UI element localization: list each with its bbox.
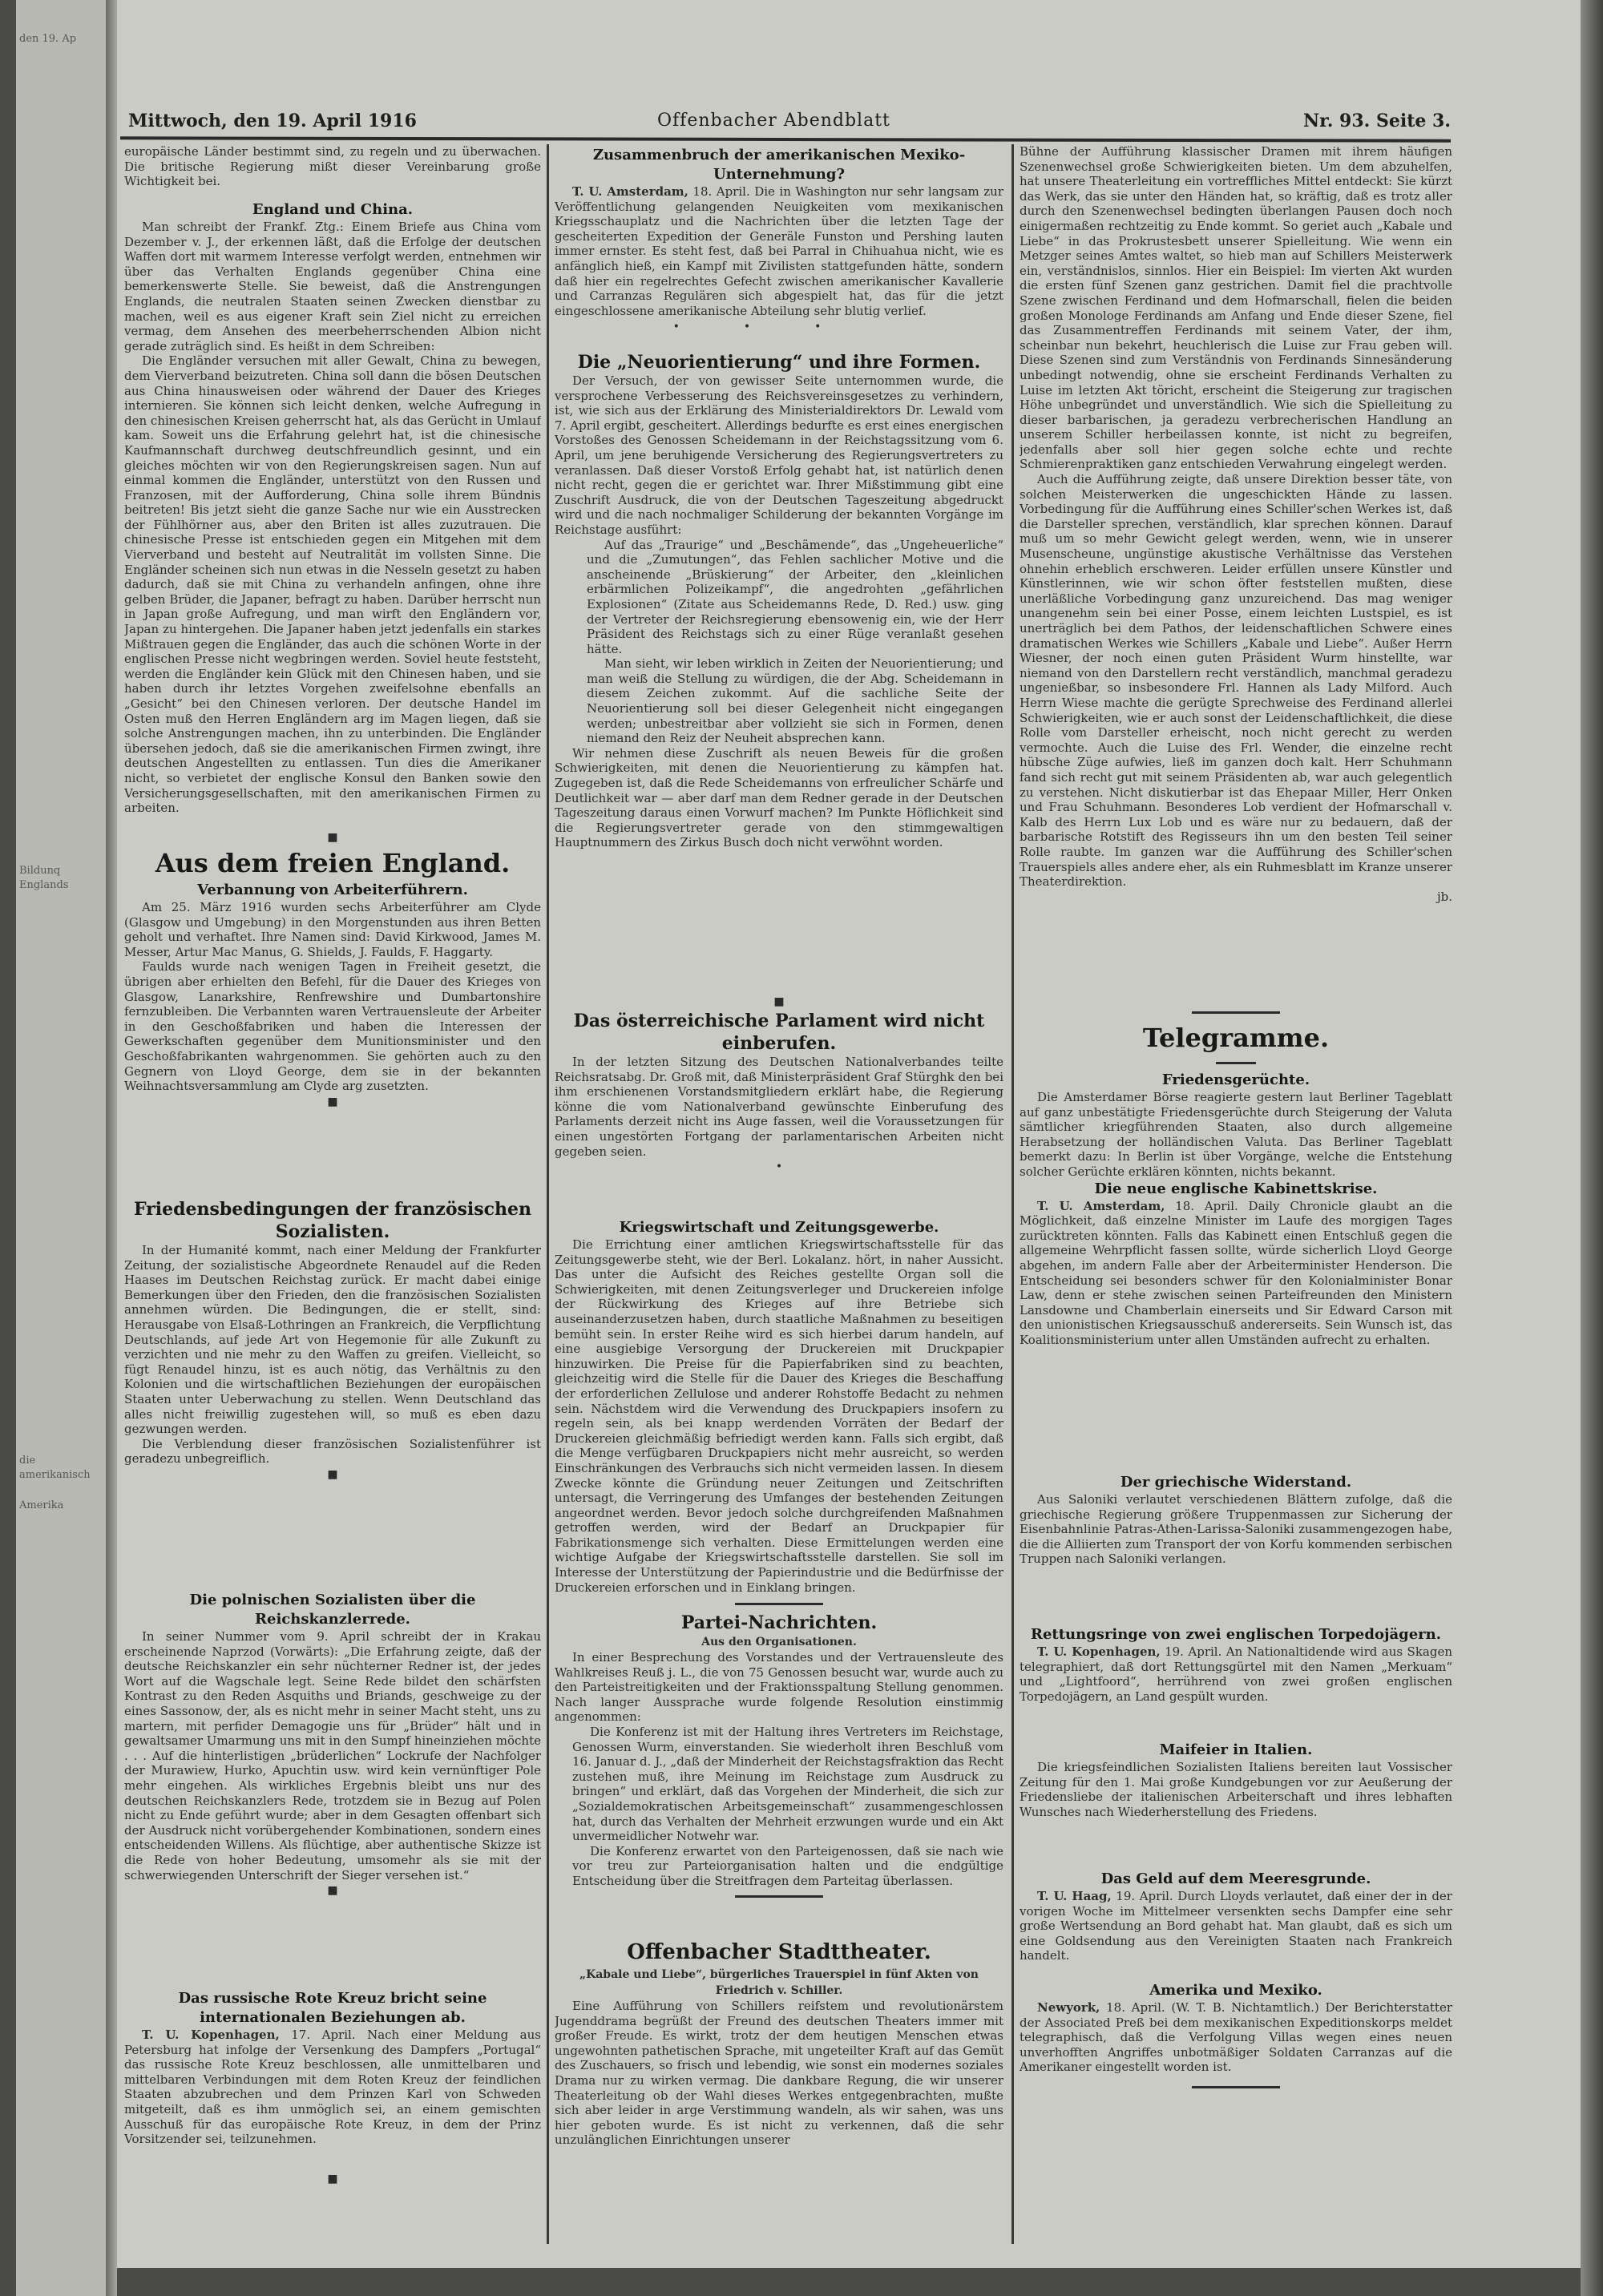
separator-dot: ■: [773, 995, 785, 1008]
article-headline: Rettungsringe von zwei englischen Torpedojägern.: [1030, 1626, 1442, 1643]
article-text: Man schreibt der Frankf. Ztg.: Einem Briefe aus China vom Dezember v. J., der erkennen läßt, daß die Erfolge der deutschen Waffen dort mit warmem Interesse verfolgt werden, entnehmen wir über das Verhalten Englands gegenüber China eine bemerkenswerte Stelle. Sie beweist, daß die Anstrengungen Englands, die neutralen Staaten seinen Zwecken dienstbar zu machen, weil es aus eigener Kraft sein Ziel nicht zu erreichen vermag, dem Ansehen des meerbeherrschenden Albion nicht gerade zuträglich sind. Es heißt in dem Schreiben:: [124, 220, 541, 353]
article-text: Am 25. März 1916 wurden sechs Arbeiterführer am Clyde (Glasgow und Umgebung) in den Morgenstunden aus ihren Betten geholt und verhaftet. Ihre Namen sind: David Kirkwood, James M. Messer, Artur Mac Manus, G. Shields, J. Faulds, F. Haggarty.: [124, 900, 541, 959]
article-text: Auch die Aufführung zeigte, daß unsere Direktion besser täte, von solchen Meisterwerken die ungeschickten Hände zu lassen. Vorbedingung für die Aufführung eines Schiller'schen Werkes ist, daß die Darsteller sprechen, verständlich, klar sprechen können. Darauf muß um so mehr Gewicht gelegt werden, wenn, wie in unserer Musenscheune, ungünstige akustische Verhältnisse das Verstehen ohnehin erheblich erschweren. Leider erfüllen unsere Künstler und Künstlerinnen, wie wir schon öfter feststellen mußten, diese unerläßliche Vorbedingung ganz unzureichend. Das mag weniger unangenehm sein bei einer Posse, einem leichten Lustspiel, es ist unerträglich bei dem Pathos, der leidenschaftlichen Schwere eines dramatischen Werkes wie Schillers „Kabale und Liebe“. Außer Herrn Wiesner, der noch einen guten Präsident Wurm hinstellte, war niemand von den Darstellern recht verständlich, manchmal geradezu ungenießbar, so insbesondere Frl. Hannen als Lady Milford. Auch Herrn Wiese machte die gerügte Sprechweise des Ferdinand allerlei Schwierigkeiten, wie er auch sonst der Leidenschaftlichkeit, die diese Rolle vom Darsteller erheischt, noch nicht gerecht zu werden vermochte. Auch die Luise des Frl. Wender, die einzelne recht hübsche Züge aufwies, ließ im ganzen doch kalt. Herr Schuhmann fand sich recht gut mit seinem Präsidenten ab, war auch gelegentlich zu verstehen. Nicht diskutierbar ist das Ehepaar Miller, Herr Onken und Frau Schuhmann. Besonderes Lob verdient der Hofmarschall v. Kalb des Herrn Lux Lob und es wäre nur zu bedauern, daß der barbarische Rotstift des Regisseurs ihn um den besten Teil seiner Rolle raubte. Im ganzen war die Aufführung des Schiller'schen Trauerspiels alles andere eher, als ein Ruhmesblatt im Kranze unserer Theaterdirektion.: [1020, 472, 1452, 890]
section-rule: [735, 1603, 823, 1605]
column-divider: [547, 144, 549, 2244]
article-text: In der Humanité kommt, nach einer Meldung der Frankfurter Zeitung, der sozialistische Abgeordnete Renaudel auf die Reden Haases im Deutschen Reichstag zurück. Er macht dabei einige Bemerkungen über den Frieden, den die französischen Sozialisten annehmen würden. Die Bedingungen, die er stellt, sind: Herausgabe von Elsaß-Lothringen an Frankreich, die Verpflichtung Deutschlands, auf jede Art von Hegemonie für alle Zukunft zu verzichten und nie mehr zu den Waffen zu greifen. Vielleicht, so fügt Renaudel hinzu, ist es auch nötig, das Verhältnis zu den Kolonien und die wirtschaftlichen Beziehungen der europäischen Staaten unter Ueberwachung zu stellen. Wenn Deutschland das alles nicht freiwillig zugestehen will, so muß es eben dazu gezwungen werden.: [124, 1243, 541, 1437]
article-headline: Die neue englische Kabinettskrise.: [1094, 1180, 1378, 1197]
adjacent-page-fragment: Amerika: [19, 1499, 64, 1511]
adjacent-page-fragment: den 19. Ap: [19, 33, 77, 45]
masthead: [128, 106, 1451, 138]
dateline-place: Newyork,: [1037, 2000, 1100, 2015]
article-headline: Kriegswirtschaft und Zeitungsgewerbe.: [619, 1219, 939, 1236]
separator-dot: ■: [327, 1467, 338, 1481]
article-text: Die Engländer versuchen mit aller Gewalt, China zu bewegen, dem Vierverband beizutreten. China soll dann die bösen Deutschen aus China hinausweisen oder während der Dauer des Krieges internieren. Sie können sich leicht denken, welche Aufregung in den chinesischen Kreisen geherrscht hat, als das Gerücht in Umlauf kam. Soweit uns die Erfahrung gelehrt hat, ist die chinesische Kaufmannschaft durchweg deutschfreundlich gesinnt, und ein gleiches möchten wir von den Regierungskreisen sagen. Nun auf einmal kommen die Engländer, unterstützt von den Russen und Franzosen, mit der Aufforderung, China solle ihrem Bündnis beitreten! Bis jetzt sieht die ganze Sache nur wie ein Ausstrecken der Fühlhörner aus, aber den Briten ist alles zuzutrauen. Die chinesische Presse ist entschieden gegen ein Mitgehen mit dem Vierverband und besteht auf Neutralität im vollsten Sinne. Die Engländer scheinen sich nun etwas in die Nesseln gesetzt zu haben dadurch, daß sie mit China zu verhandeln anfingen, ohne ihre gelben Brüder, die Japaner, befragt zu haben. Darüber herrscht nun in Japan große Aufregung, und man wirft den Engländern vor, Japan zu hintergehen. Die Japaner haben jetzt jedenfalls ein starkes Mißtrauen gegen die Engländer, das auch die schönen Worte in der englischen Presse nicht wegbringen werden. Soviel heute feststeht, werden die Engländer kein Glück mit den Chinesen haben, und sie haben durch ihr letztes Vorgehen zweifelsohne ebenfalls an „Gesicht“ bei den Chinesen verloren. Der deutsche Handel im Osten muß den Herren Engländern arg im Magen liegen, daß sie solche Anstrengungen machen, ihn zu unterbinden. Die Engländer übersehen jedoch, daß sie die amerikanischen Firmen zwingt, ihre deutschen Angestellten zu entlassen. Tun dies die Amerikaner nicht, so verbietet der englische Konsul den Banken sowie den Versicherungsgesellschaften, mit den amerikanischen Firmen zu arbeiten.: [124, 353, 541, 816]
article-continuation: [124, 144, 541, 200]
separator-dot: •: [775, 1160, 783, 1174]
article-headline: Die „Neuorientierung“ und ihre Formen.: [577, 352, 981, 373]
article-austrian-parliament: [555, 994, 1003, 1214]
article-polish-socialists: [124, 1591, 541, 1987]
adjacent-page-edge: [16, 0, 106, 2296]
article-text: Wir nehmen diese Zuschrift als neuen Beweis für die großen Schwierigkeiten, mit denen die Neuorientierung zu kämpfen hat. Zugegeben ist, daß die Rede Scheidemanns von erfreulicher Schärfe und Deutlichkeit war — aber darf man dem Redner gerade in der Deutschen Tageszeitung daraus einen Vorwurf machen? Im Punkte Höflichkeit sind die Regierungsvertreter gerade von den stimmgewaltigen Hauptnummern des Zirkus Busch doch nicht verwöhnt worden.: [555, 745, 1003, 850]
author-signature: jb.: [1436, 889, 1452, 904]
article-text: In seiner Nummer vom 9. April schreibt der in Krakau erscheinende Naprzod (Vorwärts): „Die Erfahrung zeigte, daß der deutsche Reichskanzler ein sehr nüchterner Redner ist, der jedes Wort auf die Wagschale legt. Seine Rede bildet den schärfsten Kontrast zu den Reden Asquiths und Briands, geschweige zu der eines Sassonow, der, als es nicht mehr in seiner Macht steht, uns zu martern, mit perfider Demagogie uns für „Brüder“ hält und in gewaltsamer Umarmung uns mit in den Sumpf hineinziehen möchte . . . Auf die hinterlistigen „brüderlichen“ Lockrufe der Nachfolger der Murawiew, Hurko, Apuchtin usw. wird kein vernünftiger Pole mehr eingehen. Als wirkliches Ergebnis bleibt uns nur des deutschen Reichskanzlers Rede, trotzdem sie in Bezug auf Polen nicht zu Ende geführt wurde; aber in dem Gesagten offenbart sich der Ausdruck nicht vorübergehender Kombinationen, sondern eines entscheidenden Willens. Als flüchtige, aber authentische Skizze ist die Rede von hoher Bedeutung, umsomehr als sie mit der schwerwiegenden Unterschrift der Sieger versehen ist.“: [124, 1629, 541, 1882]
binding-gutter: [106, 0, 117, 2296]
article-headline: Das russische Rote Kreuz bricht seine internationalen Beziehungen ab.: [178, 1990, 487, 2026]
article-headline: Maifeier in Italien.: [1159, 1741, 1313, 1758]
article-headline: Amerika und Mexiko.: [1149, 1982, 1322, 1999]
article-may-day-italy: [1020, 1741, 1452, 1869]
newspaper-title: Offenbacher Abendblatt: [657, 111, 890, 131]
article-theater-review: [555, 1938, 1003, 2202]
article-free-england: [124, 829, 541, 1198]
page-edge-shadow: [1581, 0, 1603, 2296]
section-rule: [1192, 1011, 1280, 1014]
article-war-economy-press: [555, 1218, 1003, 1603]
article-headline: England und China.: [252, 201, 414, 218]
article-england-china: [124, 200, 541, 833]
article-french-socialists: [124, 1198, 541, 1575]
dateline-place: T. U. Kopenhagen,: [142, 2028, 280, 2042]
article-quote: Die Konferenz ist mit der Haltung ihres Vertreters im Reichstage, Genossen Wurm, einverstanden. Sie wiederholt ihren Beschluß vom 16. Januar d. J., „daß der Minderheit der Reichstagsfraktion das Recht zustehen muß, ihre Meinung im Reichstage zum Ausdruck zu bringen“ und erklärt, daß das Vorgehen der Minderheit, die sich zur „Sozialdemokratischen Arbeitsgemeinschaft“ zusammengeschlossen hat, durch das Verhalten der Mehrheit erzwungen wurde und ein Akt unvermeidlicher Notwehr war.: [572, 1724, 1003, 1844]
separator-dots: •••: [672, 321, 886, 334]
article-text: Die Amsterdamer Börse reagierte gestern laut Berliner Tageblatt auf ganz unbestätigte Friedensgerüchte durch Steigerung der Valuta sämtlicher kriegführenden Staaten, also durch allgemeine Herabsetzung der holländischen Valuta. Das Berliner Tageblatt bemerkt dazu: In Berlin ist über Vorgänge, welche die Entstehung solcher Gerüchte erklären könnten, nichts bekannt.: [1020, 1090, 1452, 1179]
article-russian-red-cross: [124, 1989, 541, 2229]
article-text: 19. April. Durch Lloyds verlautet, daß einer der in der vorigen Woche im Mittelmeer versenkten sechs Dampfer eine sehr große Wertsendung an Bord gehabt hat. Man glaubt, daß es sich um eine Goldsendung aus den Vereinigten Staaten nach Frankreich handelt.: [1020, 1889, 1452, 1963]
section-headline: Telegramme.: [1142, 1023, 1330, 1053]
adjacent-page-fragment: die amerikanisch: [19, 1455, 91, 1481]
article-headline: Aus dem freien England.: [155, 848, 511, 878]
article-greek-resistance: [1020, 1473, 1452, 1625]
article-text: 18. April. (W. T. B. Nichtamtlich.) Der Berichterstatter der Associated Preß bei dem mexikanischen Expeditionskorps meldet telegraphisch, daß die Verfolgung Villas wegen eines neuen unverhofften Angriffes unbotmäßiger Soldaten Carranzas auf die Amerikaner eingestellt worden ist.: [1020, 2000, 1452, 2075]
section-headline: Offenbacher Stadttheater.: [627, 1940, 931, 1964]
article-party-news: [555, 1603, 1003, 1939]
dateline-place: T. U. Amsterdam,: [1037, 1198, 1165, 1213]
dateline-place: T. U. Amsterdam,: [572, 184, 688, 199]
article-text: Aus Saloniki verlautet verschiedenen Blättern zufolge, daß die griechische Regierung größere Truppenmassen zur Sicherung der Eisenbahnlinie Patras-Athen-Larissa-Saloniki zusammengezogen habe, die die Alliierten zum Transport der von Korfu kommenden serbischen Truppen nach Saloniki verlangen.: [1020, 1492, 1452, 1567]
article-subheadline: „Kabale und Liebe“, bürgerliches Trauerspiel in fünf Akten von Friedrich v. Schiller.: [579, 1968, 979, 1997]
article-text: Der Versuch, der von gewisser Seite unternommen wurde, die versprochene Verbesserung des Reichsvereinsgesetzes zu verhindern, ist, wie sich aus der Erklärung des Ministerialdirektors Dr. Lewald vom 7. April ergibt, gescheitert. Allerdings bedurfte es erst eines energischen Vorstoßes des Genossen Scheidemann in der Reichstagssitzung vom 6. April, um jene beruhigende Versicherung des Regierungsvertreters zu veranlassen. Daß dieser Vorstoß Erfolg gehabt hat, ist natürlich denen nicht recht, gegen die er gerichtet war. Ihrer Mißstimmung gibt eine Zuschrift Ausdruck, die von der Deutschen Tageszeitung abgedruckt wird und die nach nochmaliger Schilderung der bekannten Vorgänge im Reichstage ausführt:: [555, 373, 1003, 537]
dateline-place: T. U. Kopenhagen,: [1037, 1644, 1161, 1659]
article-headline: Friedensgerüchte.: [1161, 1071, 1310, 1088]
article-sea-money: [1020, 1870, 1452, 1982]
article-theater-review-continued: [1020, 144, 1452, 1022]
article-text: 18. April. Die in Washington nur sehr langsam zur Veröffentlichung gelangenden Neuigkeiten vom mexikanischen Kriegsschauplatz und die Nachrichten über die letzten Tage der gescheiterten Expedition der Generäle Funston und Pershing lauten immer ernster. Es steht fest, daß bei Parral in Chihuahua nicht, wie es anfänglich hieß, ein Kampf mit Zivilisten stattgefunden hätte, sondern daß hier ein regelrechtes Gefecht zwischen amerikanischer Kavallerie und Carranzas Regulären sich abgespielt hat, das für die jetzt eingeschlossene amerikanische Abteilung sehr blutig verlief.: [555, 184, 1003, 318]
article-headline: Die polnischen Sozialisten über die Reichskanzlerrede.: [189, 1592, 476, 1628]
article-america-mexico: [1020, 1981, 1452, 2141]
separator-dot: ■: [327, 2172, 338, 2185]
article-text: Eine Aufführung von Schillers reifstem und revolutionärstem Jugenddrama begrüßt der Freund des deutschen Theaters immer mit großer Freude. Es wirkt, trotz der dem heutigen Menschen etwas ungewohnten pathetischen Sprache, mit ungeteilter Kraft auf das Gemüt des Zuschauers, so frisch und lebendig, wie sonst ein modernes soziales Drama nur zu wirken vermag. Die dankbare Regung, die wir unserer Theaterleitung ob der Wahl dieses Werkes entgegenbrachten, mußte sich aber leider in arge Verstimmung wandeln, als wir sahen, was uns hier geboten wurde. Es ist nicht zu verkennen, daß die sehr unzulänglichen Einrichtungen unserer: [555, 1999, 1003, 2148]
article-text: 19. April. An Nationaltidende wird aus Skagen telegraphiert, daß dort Rettungsgürtel mit den Namen „Merkuam“ und „Lightfoord“, herrührend von zwei großen englischen Torpedojägern, an Land gespült wurden.: [1020, 1644, 1452, 1704]
article-text: 18. April. Daily Chronicle glaubt an die Möglichkeit, daß einzelne Minister im Laufe des morgigen Tages zurücktreten könnten. Falls das Kabinett einen Entschluß gegen die allgemeine Wehrpflicht fassen sollte, würde sicherlich Lloyd George abgehen, im andern Falle aber der Arbeiterminister Henderson. Die Entscheidung sei besonders schwer für den Kolonialminister Bonar Law, denn er stehe zwischen seinen Parteifreunden den Ministern Lansdowne und Chamberlain einerseits und Sir Edward Carson mit den unionistischen Kriegsausschuß andererseits. Sein Wunsch ist, das Koalitionsministerium unter allen Umständen aufrecht zu erhalten.: [1020, 1198, 1452, 1347]
adjacent-page-fragment: Bildunq Englands: [19, 865, 69, 891]
article-subheadline: Verbannung von Arbeiterführern.: [197, 882, 468, 898]
article-text: Faulds wurde nach wenigen Tagen in Freiheit gesetzt, die übrigen aber erhielten den Befehl, für die Dauer des Krieges von Glasgow, Lanarkshire, Renfrewshire und Dumbartonshire fernzubleiben. Die Verbannten waren Vertrauensleute der Arbeiter in den Geschoßfabriken und haben die Interessen der Gewerkschaften gegenüber dem Munitionsminister und den Geschoßfabrikanten wahrgenommen. Sie gehörten auch zu den Gegnern von Lloyd George, dem sie in der bekannten Weihnachtsversammlung am Clyde arg zusetzten.: [124, 959, 541, 1094]
article-text: Die Verblendung dieser französischen Sozialistenführer ist geradezu unbegreiflich.: [124, 1436, 541, 1467]
section-headline: Partei-Nachrichten.: [680, 1612, 878, 1633]
article-headline: Das Geld auf dem Meeresgrunde.: [1100, 1870, 1371, 1887]
article-quote: Man sieht, wir leben wirklich in Zeiten der Neuorientierung; und man weiß die Stellung zu würdigen, die der Abg. Scheidemann in diesem Zeichen zukommt. Auf die sachliche Seite der Neuorientierung soll bei dieser Gelegenheit nicht eingegangen werden; unbestreitbar aber vollzieht sie sich in Formen, denen niemand den Reiz der Neuheit absprechen kann.: [587, 656, 1003, 746]
issue-page-number: Nr. 93. Seite 3.: [1303, 111, 1451, 131]
article-text: 17. April. Nach einer Meldung aus Petersburg hat infolge der Versenkung des Dampfers „Portugal“ das russische Rote Kreuz beschlossen, alle unmittelbaren und mittelbaren Verbindungen mit dem Roten Kreuz der feindlichen Staaten abzubrechen und dem Prinzen Karl von Schweden mitgeteilt, daß es ihm unmöglich sei, an einem gemischten Ausschuß für das europäische Rote Kreuz, in dem der Prinz Vorsitzender sei, teilzunehmen.: [124, 2028, 541, 2147]
section-rule: [735, 1895, 823, 1898]
article-quote: Auf das „Traurige“ und „Beschämende“, das „Ungeheuerliche“ und die „Zumutungen“, das Fehlen sachlicher Motive und die anscheinende „Brüskierung“ der Arbeiter, den „kleinlichen erbärmlichen Polizeikampf“, die angedrohten „gefährlichen Explosionen“ (Zitate aus Scheidemanns Rede, D. Red.) usw. ging der Vertreter der Reichsregierung ebensowenig ein, wie der Herr Präsident des Reichstags sich zu einer Rüge veranlaßt gesehen hätte.: [587, 537, 1003, 656]
article-quote: Die Konferenz erwartet von den Parteigenossen, daß sie nach wie vor treu zur Parteiorganisation halten und die endgültige Entscheidung über die Streitfragen dem Parteitag überlassen.: [572, 1843, 1003, 1888]
column-divider: [1011, 144, 1014, 2244]
section-telegrams: [1020, 1011, 1452, 1476]
section-rule: [1192, 2086, 1280, 2088]
article-lifebuoys: [1020, 1625, 1452, 1741]
article-text: Bühne der Aufführung klassischer Dramen mit ihrem häufigen Szenenwechsel große Schwierigkeiten bieten. Um dem abzuhelfen, hat unsere Theaterleitung ein vortreffliches Mittel entdeckt: Sie kürzt das Werk, das sie unter den Händen hat, so kräftig, daß es trotz aller durch den Szenenwechsel bedingten überlangen Pausen doch noch einigermaßen rechtzeitig zu Ende kommt. So geriet auch „Kabale und Liebe“ in das Prokrustesbett unserer Spielleitung. Wie wenn ein Metzger seines Amtes waltet, so hieb man auf Schillers Meisterwerk ein, verständnislos, sinnlos. Hier ein Beispiel: Im vierten Akt wurden die ersten fünf Szenen ganz gestrichen. Damit fiel die prachtvolle Szene zwischen Ferdinand und dem Hofmarschall, fielen die beiden großen Monologe Ferdinands am Anfang und Ende dieser Szene, fiel das Zusammentreffen Ferdinands mit seinem Vater, der ihm, scheinbar nun bekehrt, heuchlerisch die Luise zur Frau geben will. Diese Szenen sind zum Verständnis von Ferdinands Sinnesänderung unbedingt notwendig, ohne sie erscheint Ferdinands Verhalten zu Luise im letzten Akt töricht, erscheint die Steigerung zur tragischen Höhe unbegründet und unverständlich. Wie sich die Spielleitung zu dieser barbarischen, ja geradezu verbrecherischen Handlung an unserem Schiller herbeilassen konnte, ist nicht zu begreifen, jedenfalls aber soll hier gegen solche echte und rechte Schmierenpraktiken ganz entschieden Verwahrung eingelegt werden.: [1020, 144, 1452, 472]
article-headline: Der griechische Widerstand.: [1120, 1474, 1352, 1491]
separator-dot: ■: [327, 1884, 338, 1898]
article-text: Die kriegsfeindlichen Sozialisten Italiens bereiten laut Vossischer Zeitung für den 1. Mai große Kundgebungen vor zur Aeußerung der Friedensliebe der italienischen Arbeiterschaft und ihres lebhaften Wunsches nach Wiederherstellung des Friedens.: [1020, 1760, 1452, 1819]
article-text: Die Errichtung einer amtlichen Kriegswirtschaftsstelle für das Zeitungsgewerbe steht, wie der Berl. Lokalanz. hört, in naher Aussicht. Das unter die Aufsicht des Reiches gestellte Organ soll die Schwierigkeiten, mit denen Zeitungsverleger und Druckereien infolge der Rückwirkung des Krieges auf ihre Betriebe sich auseinanderzusetzen haben, durch staatliche Maßnahmen zu beseitigen bemüht sein. In erster Reihe wird es sich hierbei darum handeln, auf eine ausgiebige Versorgung der Druckereien mit Druckpapier hinzuwirken. Die Preise für die Papierfabriken sind zu beachten, gleichzeitig wird die Stelle für die Dauer des Krieges die Beschaffung der erforderlichen Zellulose und anderer Rohstoffe Bedacht zu nehmen sein. Nächstdem wird die Verwendung des Druckpapiers insofern zu regeln sein, als bei knapp werdenden Vorräten der Bedarf der Druckereien gleichmäßig befriedigt werden kann. Falls sich ergibt, daß die Menge verfügbaren Druckpapiers nicht mehr ausreicht, so werden Einschränkungen des Verbrauchs sich nicht vermeiden lassen. In diesem Zwecke könnte die Gründung neuer Zeitungen und Zeitschriften untersagt, die Verringerung des Umfanges der bestehenden Zeitungen angeordnet werden. Bevor jedoch solche durchgreifenden Maßnahmen getroffen werden, wird der Bedarf an Druckpapier für Fabrikationsmenge sich verhalten. Diese Ermittelungen werden eine wichtige Aufgabe der Kriegswirtschaftsstelle darstellen. Sie soll im Interesse der Unterstützung der Papierindustrie und die Bedürfnisse der Druckereien erforschen und in Einklang bringen.: [555, 1237, 1003, 1595]
separator-dot: ■: [327, 831, 338, 844]
article-headline: Das österreichische Parlament wird nicht einberufen.: [573, 1011, 985, 1054]
separator-dot: ■: [327, 1095, 338, 1108]
issue-date: Mittwoch, den 19. April 1916: [128, 111, 417, 131]
article-mexico-expedition: [555, 146, 1003, 350]
section-rule: [1216, 1062, 1256, 1064]
section-subheadline: Aus den Organisationen.: [701, 1636, 857, 1648]
article-text: europäische Länder bestimmt sind, zu regeln und zu überwachen. Die britische Regierung mißt dieser Vereinbarung große Wichtigkeit bei.: [124, 144, 541, 189]
article-text: In einer Besprechung des Vorstandes und der Vertrauensleute des Wahlkreises Reuß j. L., die von 75 Genossen besucht war, wurde auch zu den Parteistreitigkeiten und der Fraktionsspaltung Stellung genommen. Nach langer Aussprache wurde folgende Resolution einstimmig angenommen:: [555, 1650, 1003, 1725]
article-headline: Zusammenbruch der amerikanischen Mexiko-Unternehmung?: [592, 147, 966, 183]
article-text: In der letzten Sitzung des Deutschen Nationalverbandes teilte Reichsratsabg. Dr. Groß mit, daß Ministerpräsident Graf Stürghk den bei ihm erschienenen Vorstandsmitgliedern erklärt habe, die Regierung könne die vom Nationalverband gewünschte Einberufung des Parlaments derzeit nicht ins Auge fassen, weil die Voraussetzungen für einen ungestörten Fortgang der parlamentarischen Arbeiten nicht gegeben seien.: [555, 1055, 1003, 1159]
article-headline: Friedensbedingungen der französischen Sozialisten.: [133, 1199, 532, 1242]
article-neuorientierung: [555, 351, 1003, 992]
dateline-place: T. U. Haag,: [1037, 1889, 1112, 1903]
